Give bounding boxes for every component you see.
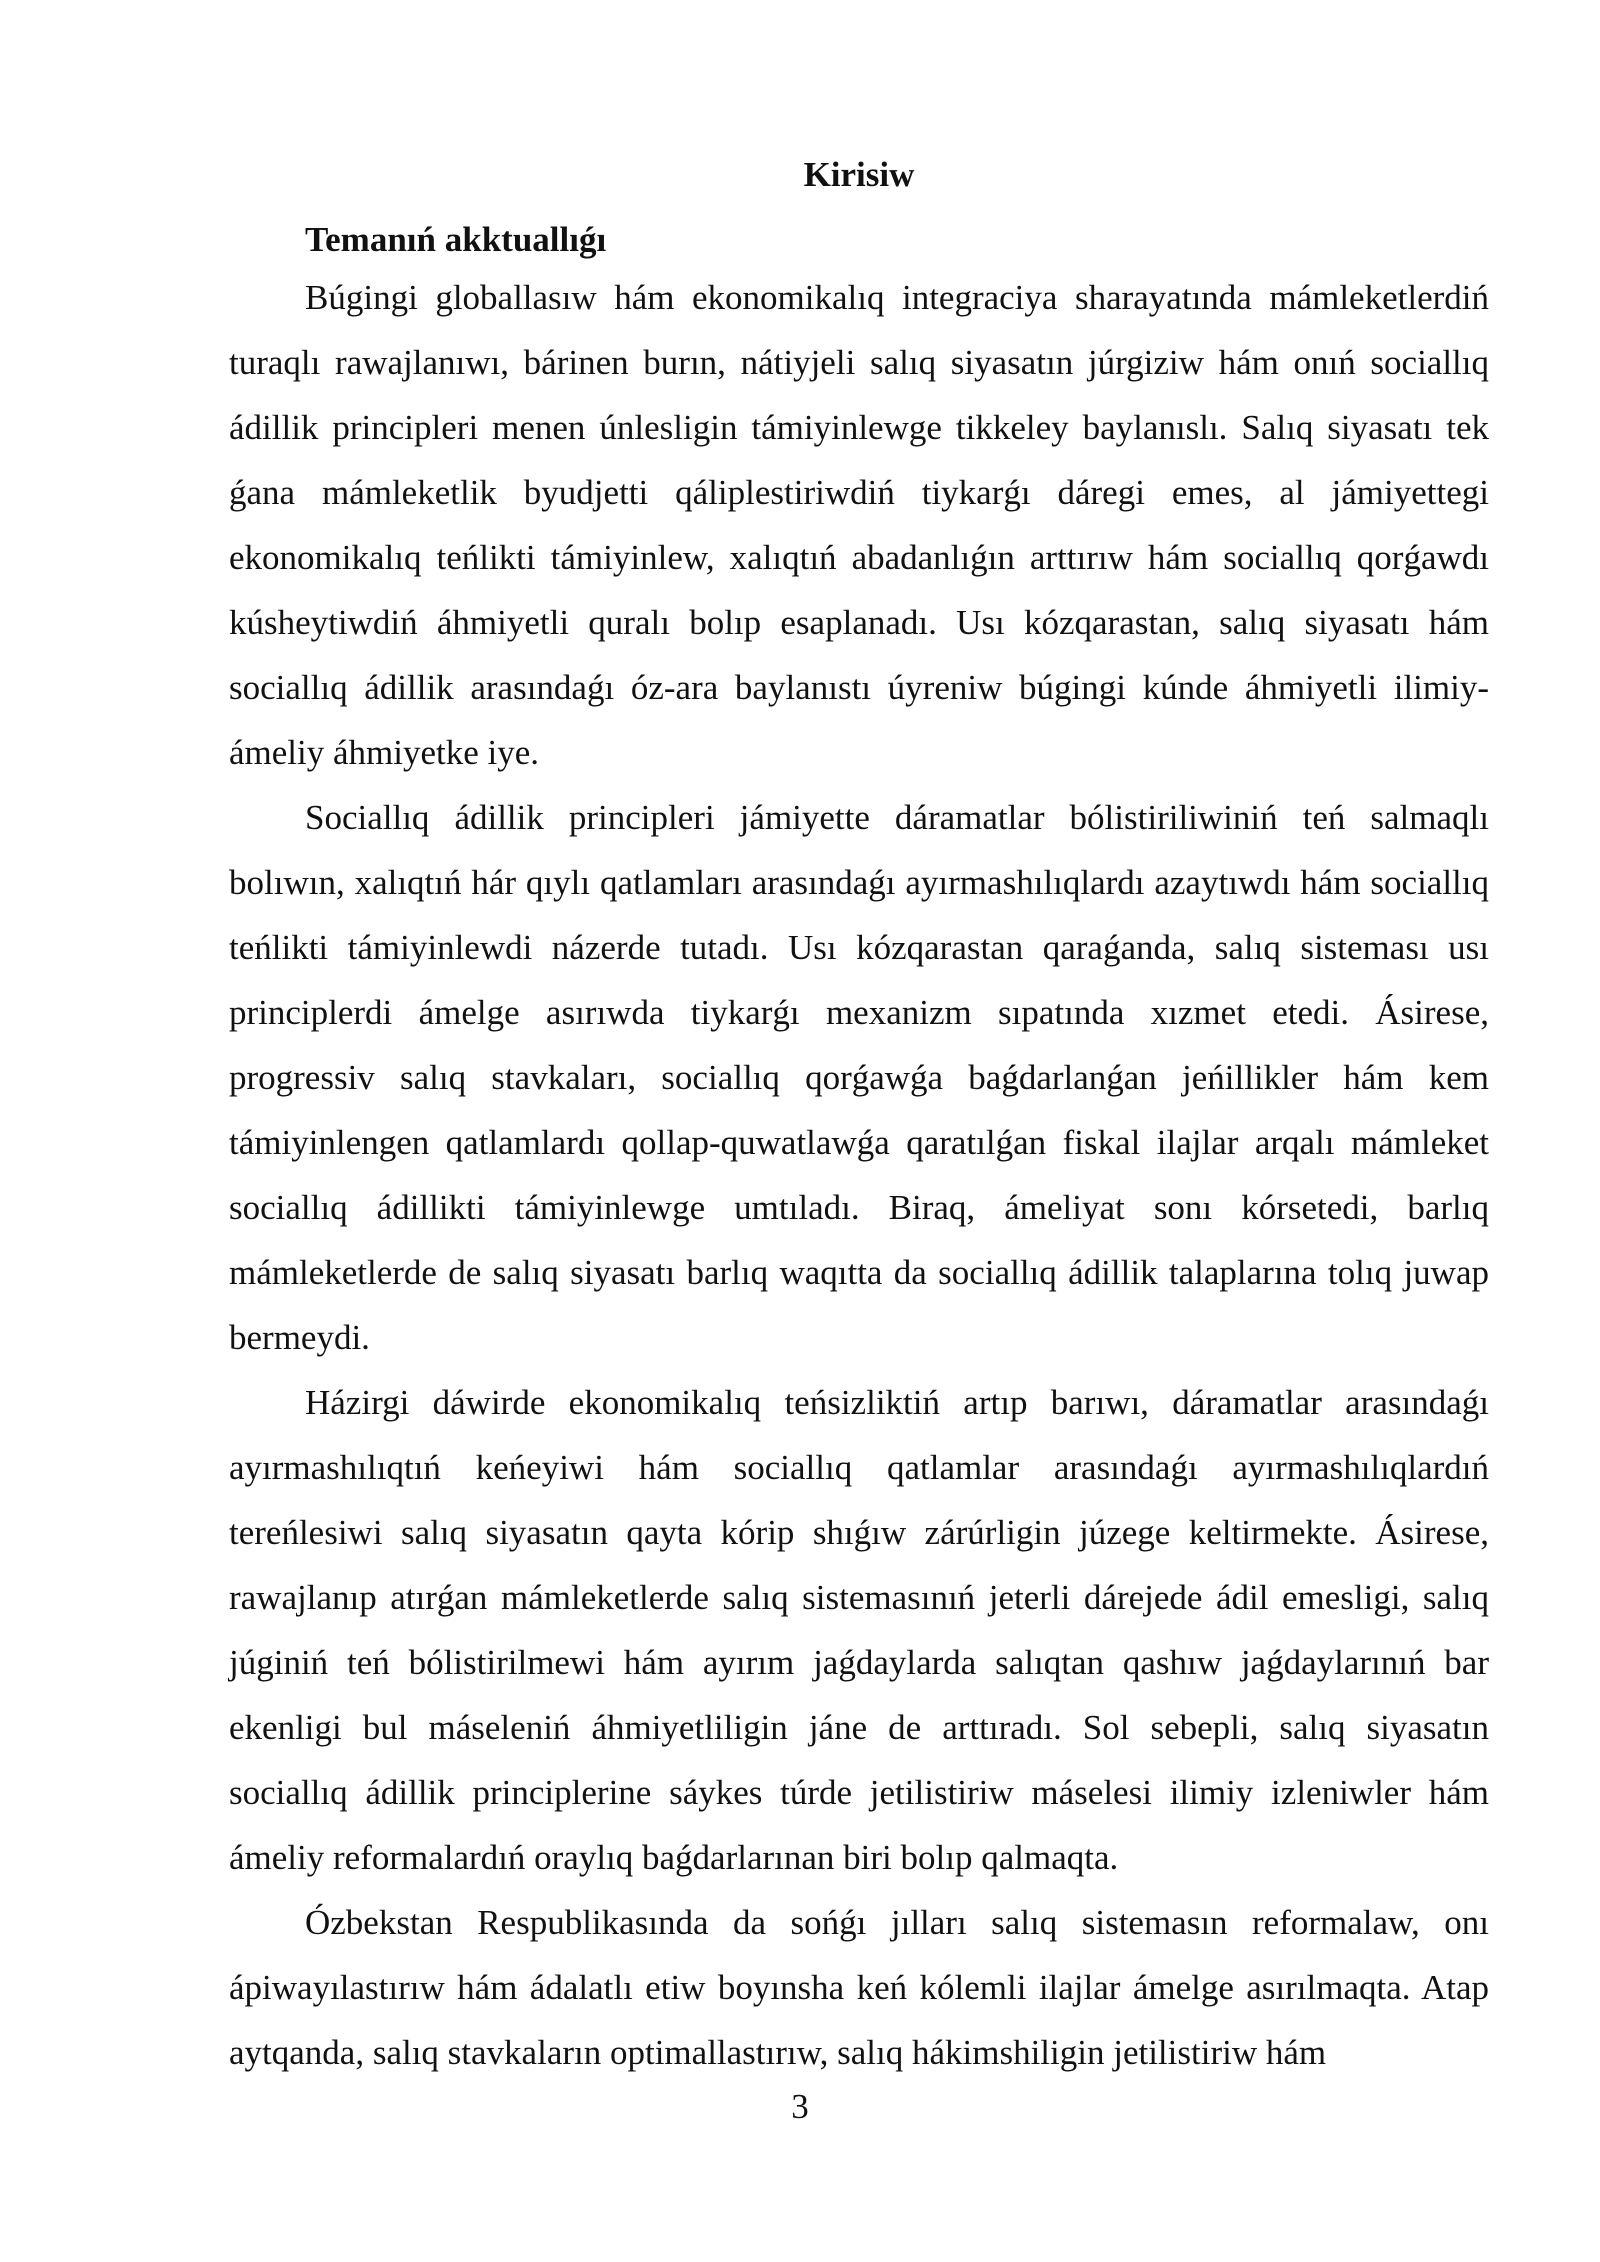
page-content	[229, 150, 1489, 2085]
paragraph-2: Sociallıq ádillik principleri jámiyette dáramatlar bólistiriliwiniń teń salmaqlı bolıwın, xalıqtıń hár qıylı qatlamları arasındaǵı ayırmashılıqlardı azaytıwdı hám sociallıq teńlikti támiyinlewdi názerde tutadı. Usı kózqarastan qaraǵanda, salıq sisteması usı principlerdi ámelge asırıwda tiykarǵı mexanizm sıpatında xızmet etedi. Ásirese, progressiv salıq stavkaları, sociallıq qorǵawǵa baǵdarlanǵan jeńillikler hám kem támiyinlengen qatlamlardı qollap-quwatlawǵa qaratılǵan fiskal ilajlar arqalı mámleket sociallıq ádillikti támiyinlewge umtıladı. Biraq, ámeliyat sonı kórsetedi, barlıq mámleketlerde de salıq siyasatı barlıq waqıtta da sociallıq ádillik talaplarına tolıq juwap bermeydi.	[229, 798, 1489, 1357]
paragraph-1: Búgingi globallasıw hám ekonomikalıq integraciya sharayatında mámleketlerdiń turaqlı rawajlanıwı, bárinen burın, nátiyjeli salıq siyasatın júrgiziw hám onıń sociallıq ádillik principleri menen únlesligin támiyinlewge tikkeley baylanıslı. Salıq siyasatı tek ǵana mámleketlik byudjetti qáliplestiriwdiń tiykarǵı dáregi emes, al jámiyettegi ekonomikalıq teńlikti támiyinlew, xalıqtıń abadanlıǵın arttırıw hám sociallıq qorǵawdı kúsheytiwdiń áhmiyetli quralı bolıp esaplanadı. Usı kózqarastan, salıq siyasatı hám sociallıq ádillik arasındaǵı óz-ara baylanıstı úyreniw búgingi kúnde áhmiyetli ilimiy-ámeliy áhmiyetke iye.	[229, 278, 1489, 772]
section-heading: Kirisiw	[803, 155, 915, 194]
page-number: 3	[791, 2087, 809, 2126]
section-subheading: Temanıń akktuallıǵı	[305, 220, 607, 259]
paragraph-4: Ózbekstan Respublikasında da sońǵı jılları salıq sistemasın reformalaw, onı ápiwayılastırıw hám ádalatlı etiw boyınsha keń kólemli ilajlar ámelge asırılmaqta. Atap aytqanda, salıq stavkaların optimallastırıw, salıq hákimshiligin jetilistiriw hám	[229, 1903, 1489, 2072]
paragraph-3: Házirgi dáwirde ekonomikalıq teńsizliktiń artıp barıwı, dáramatlar arasındaǵı ayırmashılıqtıń keńeyiwi hám sociallıq qatlamlar arasındaǵı ayırmashılıqlardıń tereńlesiwi salıq siyasatın qayta kórip shıǵıw zárúrligin júzege keltirmekte. Ásirese, rawajlanıp atırǵan mámleketlerde salıq sistemasınıń jeterli dárejede ádil emesligi, salıq júginiń teń bólistirilmewi hám ayırım jaǵdaylarda salıqtan qashıw jaǵdaylarınıń bar ekenligi bul máseleniń áhmiyetliligin jáne de arttıradı. Sol sebepli, salıq siyasatın sociallıq ádillik principlerine sáykes túrde jetilistiriw máselesi ilimiy izleniwler hám ámeliy reformalardıń oraylıq baǵdarlarınan biri bolıp qalmaqta.	[229, 1383, 1489, 1877]
